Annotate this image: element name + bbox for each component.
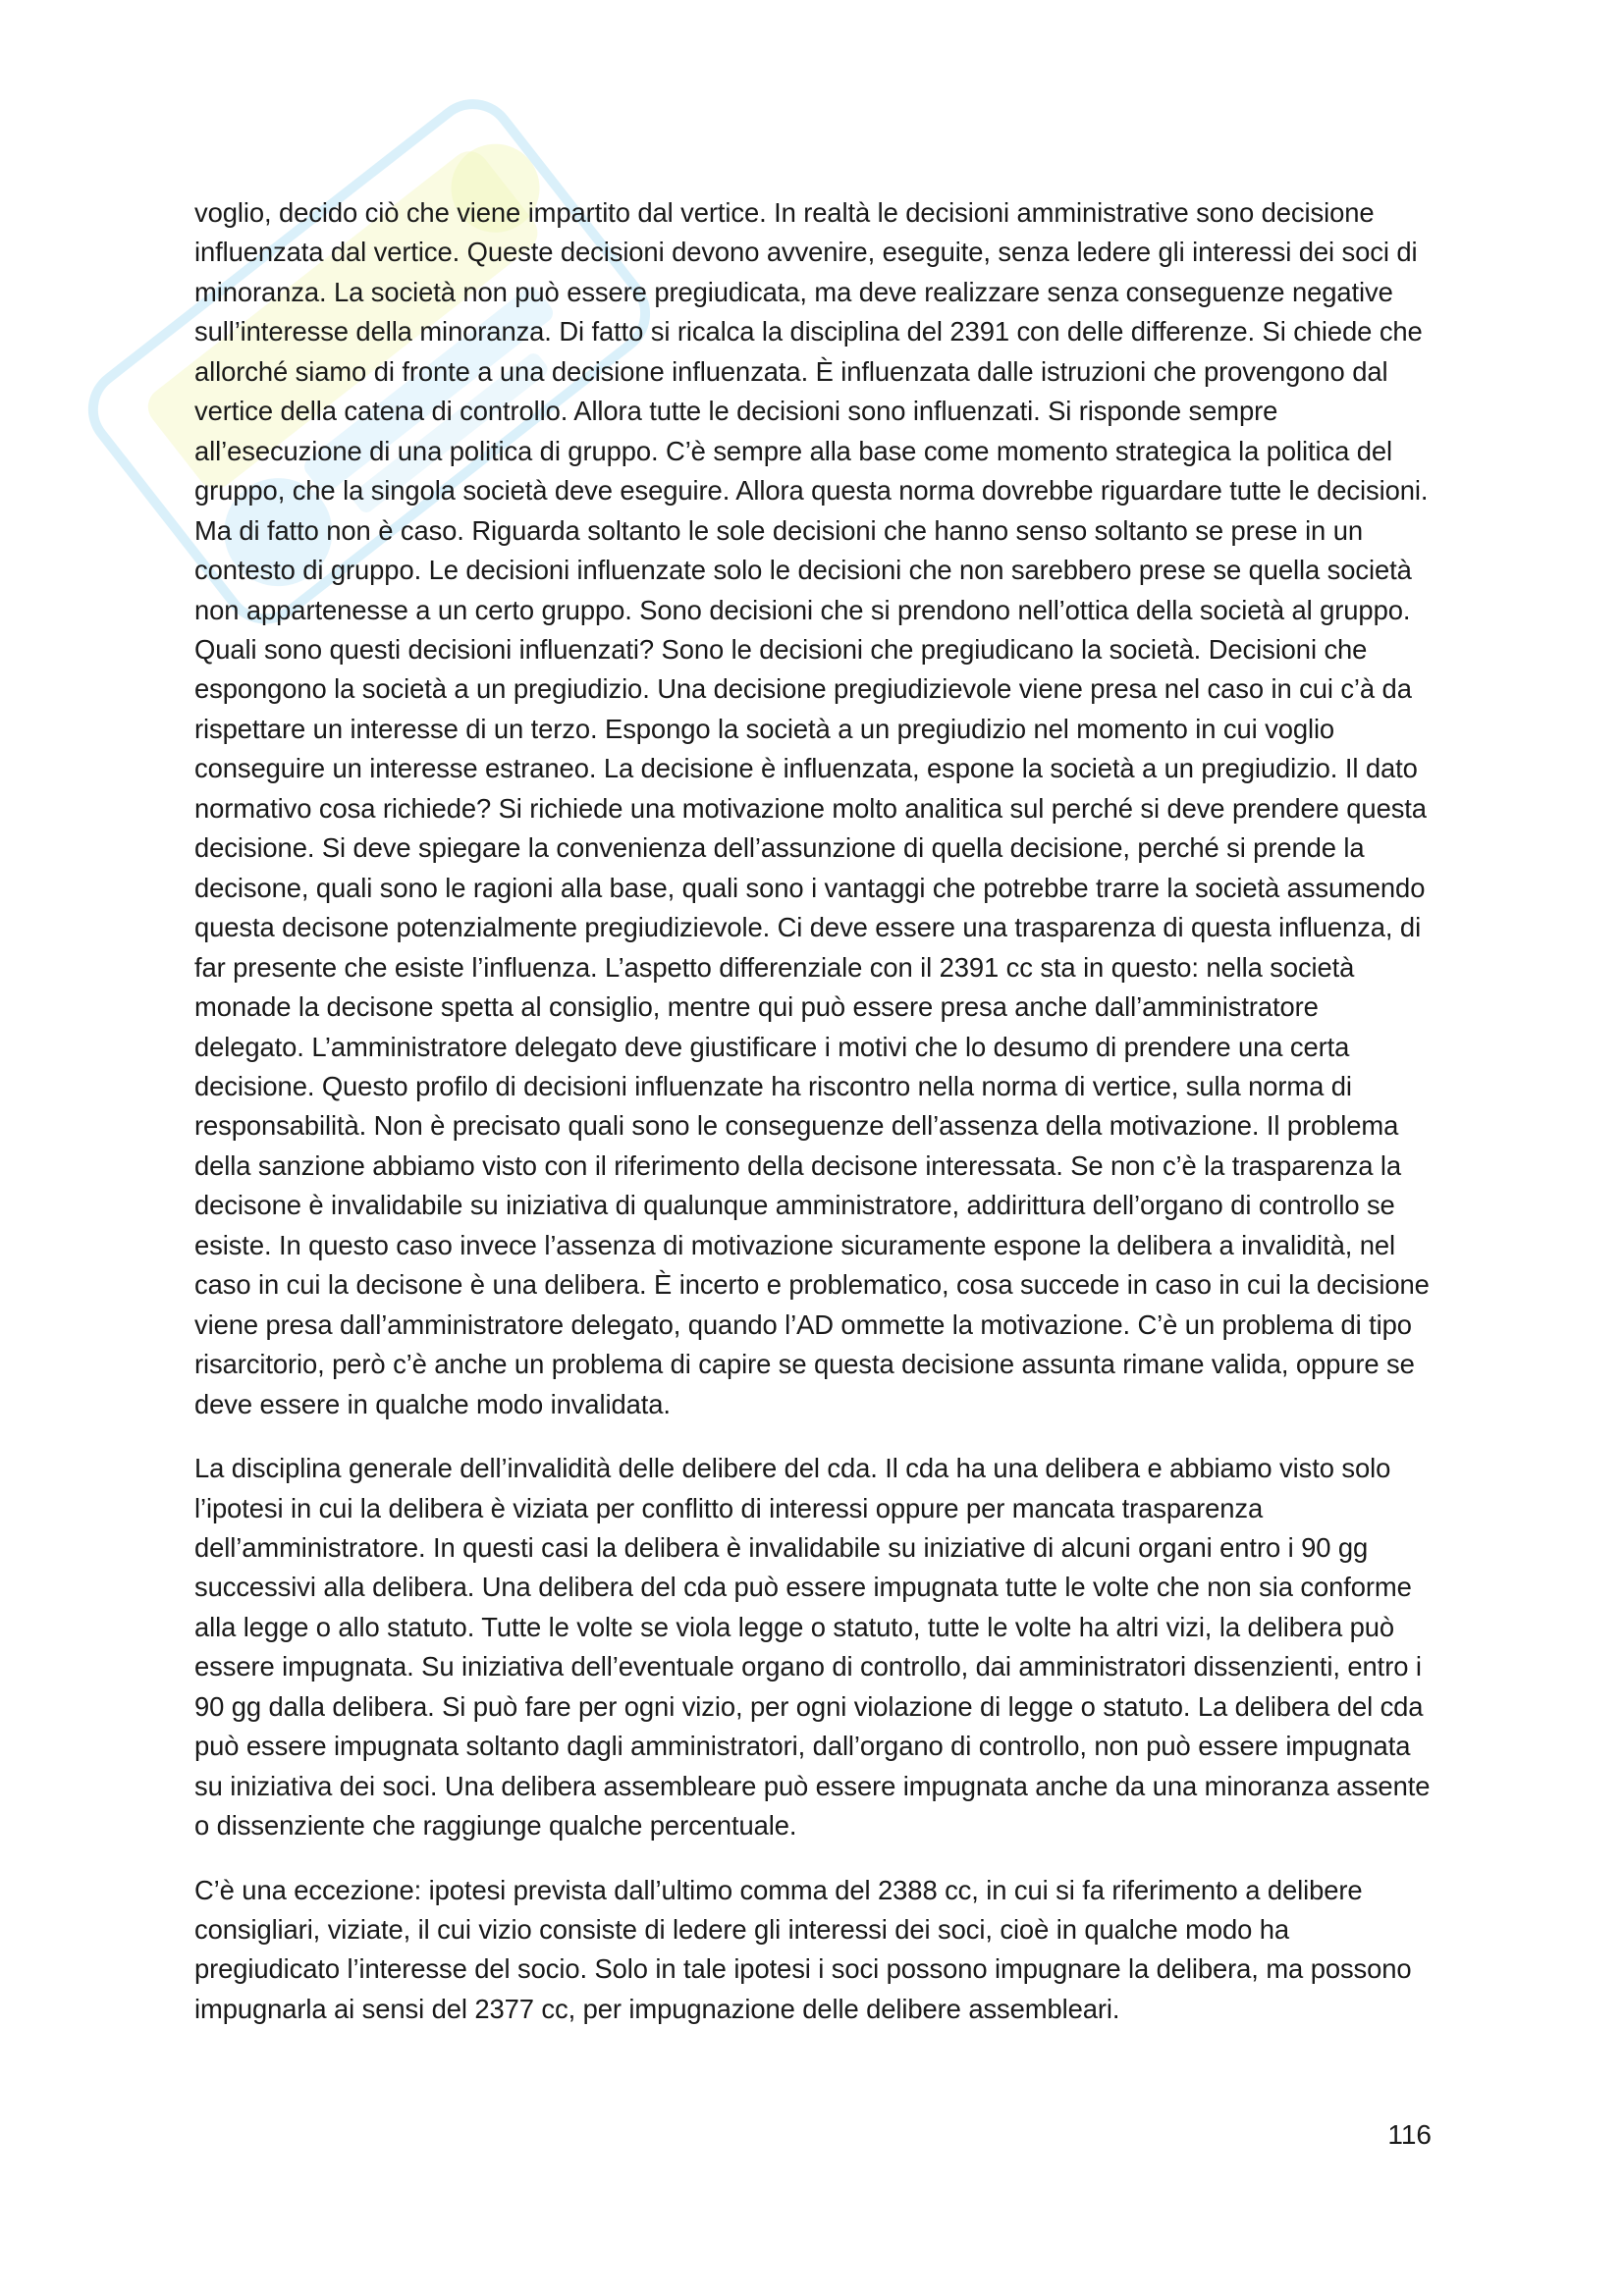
paragraph-2: La disciplina generale dell’invalidità delle delibere del cda. Il cda ha una delibera e abbiamo visto solo l’ipotesi in cui la delibera è viziata per conflitto di interessi oppure per mancata trasparenza dell’amministratore. In questi casi la delibera è invalidabile su iniziative di alcuni organi entro i 90 gg successivi alla delibera. Una delibera del cda può essere impugnata tutte le volte che non sia conforme alla legge o allo statuto. Tutte le volte se viola legge o statuto, tutte le volte ha altri vizi, la delibera può essere impugnata. Su iniziativa dell’eventuale organo di controllo, dai amministratori dissenzienti, entro i 90 gg dalla delibera. Si può fare per ogni vizio, per ogni violazione di legge o statuto. La delibera del cda può essere impugnata soltanto dagli amministratori, dall’organo di controllo, non può essere impugnata su iniziativa dei soci. Una delibera assembleare può essere impugnata anche da una minoranza assente o dissenziente che raggiunge qualche percentuale. [194,1453,1431,1842]
page-number: 116 [1387,2119,1432,2150]
paragraph-3: C’è una eccezione: ipotesi prevista dall’ultimo comma del 2388 cc, in cui si fa riferimento a delibere consigliari, viziate, il cui vizio consiste di ledere gli interessi dei soci, cioè in qualche modo ha pregiudicato l’interesse del socio. Solo in tale ipotesi i soci possono impugnare la delibera, ma possono impugnarla ai sensi del 2377 cc, per impugnazione delle delibere assembleari. [194,1874,1412,2024]
paragraph-1: voglio, decido ciò che viene impartito dal vertice. In realtà le decisioni amministrative sono decisione influenzata dal vertice. Queste decisioni devono avvenire, eseguite, senza ledere gli interessi dei soci di minoranza. La società non può essere pregiudicata, ma deve realizzare senza conseguenze negative sull’interesse della minoranza. Di fatto si ricalca la disciplina del 2391 con delle differenze. Si chiede che allorché siamo di fronte a una decisione influenzata. È influenzata dalle istruzioni che provengono dal vertice della catena di controllo. Allora tutte le decisioni sono influenzati. Si risponde sempre all’esecuzione di una politica di gruppo. C’è sempre alla base come momento strategica la politica del gruppo, che la singola società deve eseguire. Allora questa norma dovrebbe riguardare tutte le decisioni. Ma di fatto non è caso. Riguarda soltanto le sole decisioni che hanno senso soltanto se prese in un contesto di gruppo. Le decisioni influenzate solo le decisioni che non sarebbero prese se quella società non appartenesse a un certo gruppo. Sono decisioni che si prendono nell’ottica della società al gruppo. Quali sono questi decisioni influenzati? Sono le decisioni che pregiudicano la società. Decisioni che espongono la società a un pregiudizio. Una decisione pregiudizievole viene presa nel caso in cui c’à da rispettare un interesse di un terzo. Espongo la società a un pregiudizio nel momento in cui voglio conseguire un interesse estraneo. La decisione è influenzata, espone la società a un pregiudizio. Il dato normativo cosa richiede? Si richiede una motivazione molto analitica sul perché si deve prendere questa decisione. Si deve spiegare la convenienza dell’assunzione di quella decisione, perché si prende la decisone, quali sono le ragioni alla base, quali sono i vantaggi che potrebbe trarre la società assumendo questa decisone potenzialmente pregiudizievole. Ci deve essere una trasparenza di questa influenza, di far presente che esiste l’influenza. L’aspetto differenziale con il 2391 cc sta in questo: nella società monade la decisone spetta al consiglio, mentre qui può essere presa anche dall’amministratore delegato. L’amministratore delegato deve giustificare i motivi che lo desumo di prendere una certa decisione. Questo profilo di decisioni influenzate ha riscontro nella norma di vertice, sulla norma di responsabilità. Non è precisato quali sono le conseguenze dell’assenza della motivazione. Il problema della sanzione abbiamo visto con il riferimento della decisone interessata. Se non c’è la trasparenza la decisone è invalidabile su iniziativa di qualunque amministratore, addirittura dell’organo di controllo se esiste. In questo caso invece l’assenza di motivazione sicuramente espone la delibera a invalidità, nel caso in cui la decisone è una delibera. È incerto e problematico, cosa succede in caso in cui la decisione viene presa dall’amministratore delegato, quando l’AD ommette la motivazione. C’è un problema di tipo risarcitorio, però c’è anche un problema di capire se questa decisione assunta rimane valida, oppure se deve essere in qualche modo invalidata. [194,197,1430,1419]
page-body [194,193,1434,2029]
